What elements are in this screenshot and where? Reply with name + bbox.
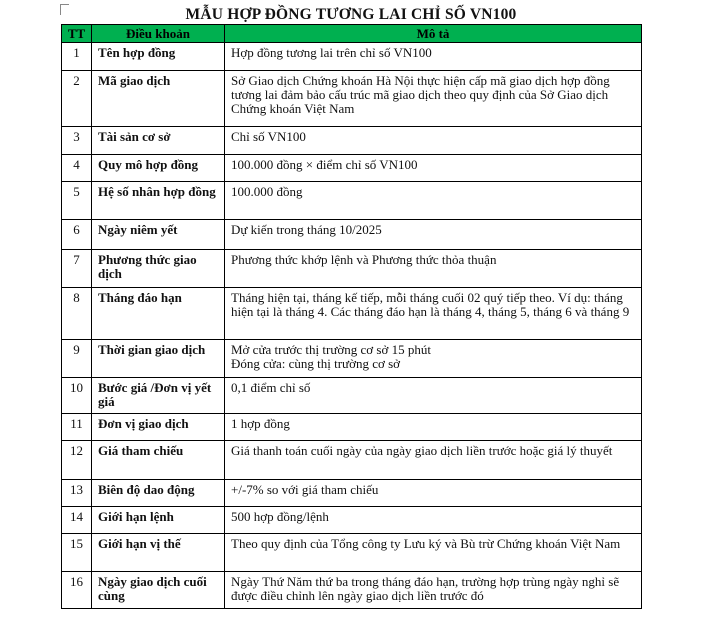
trading-open-line: Mở cửa trước thị trường cơ sở 15 phút: [231, 342, 431, 357]
contract-spec-table: [61, 24, 642, 609]
row-term: Quy mô hợp đồng: [92, 155, 225, 182]
row-term: Mã giao dịch: [92, 71, 225, 127]
header-term: Điều khoản: [92, 25, 225, 43]
row-description: 0,1 điểm chỉ số: [225, 378, 642, 414]
table-row: [62, 182, 642, 220]
row-description: Ngày Thứ Năm thứ ba trong tháng đáo hạn, trường hợp trùng ngày nghỉ sẽ được điều chỉnh lên ngày giao dịch liền trước đó: [225, 572, 642, 609]
row-description: 100.000 đồng: [225, 182, 642, 220]
row-description: Theo quy định của Tổng công ty Lưu ký và Bù trừ Chứng khoán Việt Nam: [225, 534, 642, 572]
row-number: 6: [62, 220, 92, 250]
row-number: 16: [62, 572, 92, 609]
table-row: [62, 43, 642, 71]
row-description: Chỉ số VN100: [225, 127, 642, 155]
trading-close-line: Đóng cửa: cùng thị trường cơ sở: [231, 356, 401, 371]
row-term: Ngày giao dịch cuối cùng: [92, 572, 225, 609]
row-number: 5: [62, 182, 92, 220]
row-term: Tháng đáo hạn: [92, 288, 225, 340]
row-number: 13: [62, 480, 92, 507]
row-term: Ngày niêm yết: [92, 220, 225, 250]
row-term: Biên độ dao động: [92, 480, 225, 507]
row-number: 3: [62, 127, 92, 155]
row-description: 100.000 đồng × điểm chỉ số VN100: [225, 155, 642, 182]
row-description: Tháng hiện tại, tháng kế tiếp, mỗi tháng cuối 02 quý tiếp theo. Ví dụ: tháng hiện tại là tháng 4. Các tháng đáo hạn là tháng 4, tháng 5, tháng 6 và tháng 9: [225, 288, 642, 340]
table-row: [62, 220, 642, 250]
table-row: [62, 414, 642, 441]
row-term: Giới hạn vị thế: [92, 534, 225, 572]
table-row: [62, 572, 642, 609]
document-title: MẪU HỢP ĐỒNG TƯƠNG LAI CHỈ SỐ VN100: [185, 6, 517, 23]
row-term: Thời gian giao dịch: [92, 340, 225, 378]
table-row: [62, 288, 642, 340]
table-row: [62, 480, 642, 507]
table-row: [62, 71, 642, 127]
row-number: 12: [62, 441, 92, 480]
row-term: Phương thức giao dịch: [92, 250, 225, 288]
row-number: 14: [62, 507, 92, 534]
row-description: 500 hợp đồng/lệnh: [225, 507, 642, 534]
row-number: 4: [62, 155, 92, 182]
row-number: 9: [62, 340, 92, 378]
table-row: [62, 534, 642, 572]
table-row: [62, 250, 642, 288]
row-description: [225, 340, 642, 378]
table-row: [62, 378, 642, 414]
row-number: 15: [62, 534, 92, 572]
table-row: [62, 441, 642, 480]
row-term: Giới hạn lệnh: [92, 507, 225, 534]
row-number: 7: [62, 250, 92, 288]
row-number: 11: [62, 414, 92, 441]
row-number: 8: [62, 288, 92, 340]
row-term: Giá tham chiếu: [92, 441, 225, 480]
row-term: Đơn vị giao dịch: [92, 414, 225, 441]
row-description: Phương thức khớp lệnh và Phương thức thỏa thuận: [225, 250, 642, 288]
row-number: 10: [62, 378, 92, 414]
row-term: Tài sản cơ sở: [92, 127, 225, 155]
header-desc: Mô tả: [225, 25, 642, 43]
row-description: Hợp đồng tương lai trên chỉ số VN100: [225, 43, 642, 71]
row-description: 1 hợp đồng: [225, 414, 642, 441]
table-row: [62, 340, 642, 378]
header-tt: TT: [62, 25, 92, 43]
row-description: Giá thanh toán cuối ngày của ngày giao dịch liền trước hoặc giá lý thuyết: [225, 441, 642, 480]
row-description: +/-7% so với giá tham chiếu: [225, 480, 642, 507]
row-term: Bước giá /Đơn vị yết giá: [92, 378, 225, 414]
table-row: [62, 127, 642, 155]
row-number: 2: [62, 71, 92, 127]
row-description: Dự kiến trong tháng 10/2025: [225, 220, 642, 250]
table-row: [62, 155, 642, 182]
row-description: Sở Giao dịch Chứng khoán Hà Nội thực hiện cấp mã giao dịch hợp đồng tương lai đảm bảo cấu trúc mã giao dịch theo quy định của Sở Giao dịch Chứng khoán Việt Nam: [225, 71, 642, 127]
row-number: 1: [62, 43, 92, 71]
table-header-row: [62, 25, 642, 43]
row-term: Hệ số nhân hợp đồng: [92, 182, 225, 220]
table-row: [62, 507, 642, 534]
row-term: Tên hợp đồng: [92, 43, 225, 71]
